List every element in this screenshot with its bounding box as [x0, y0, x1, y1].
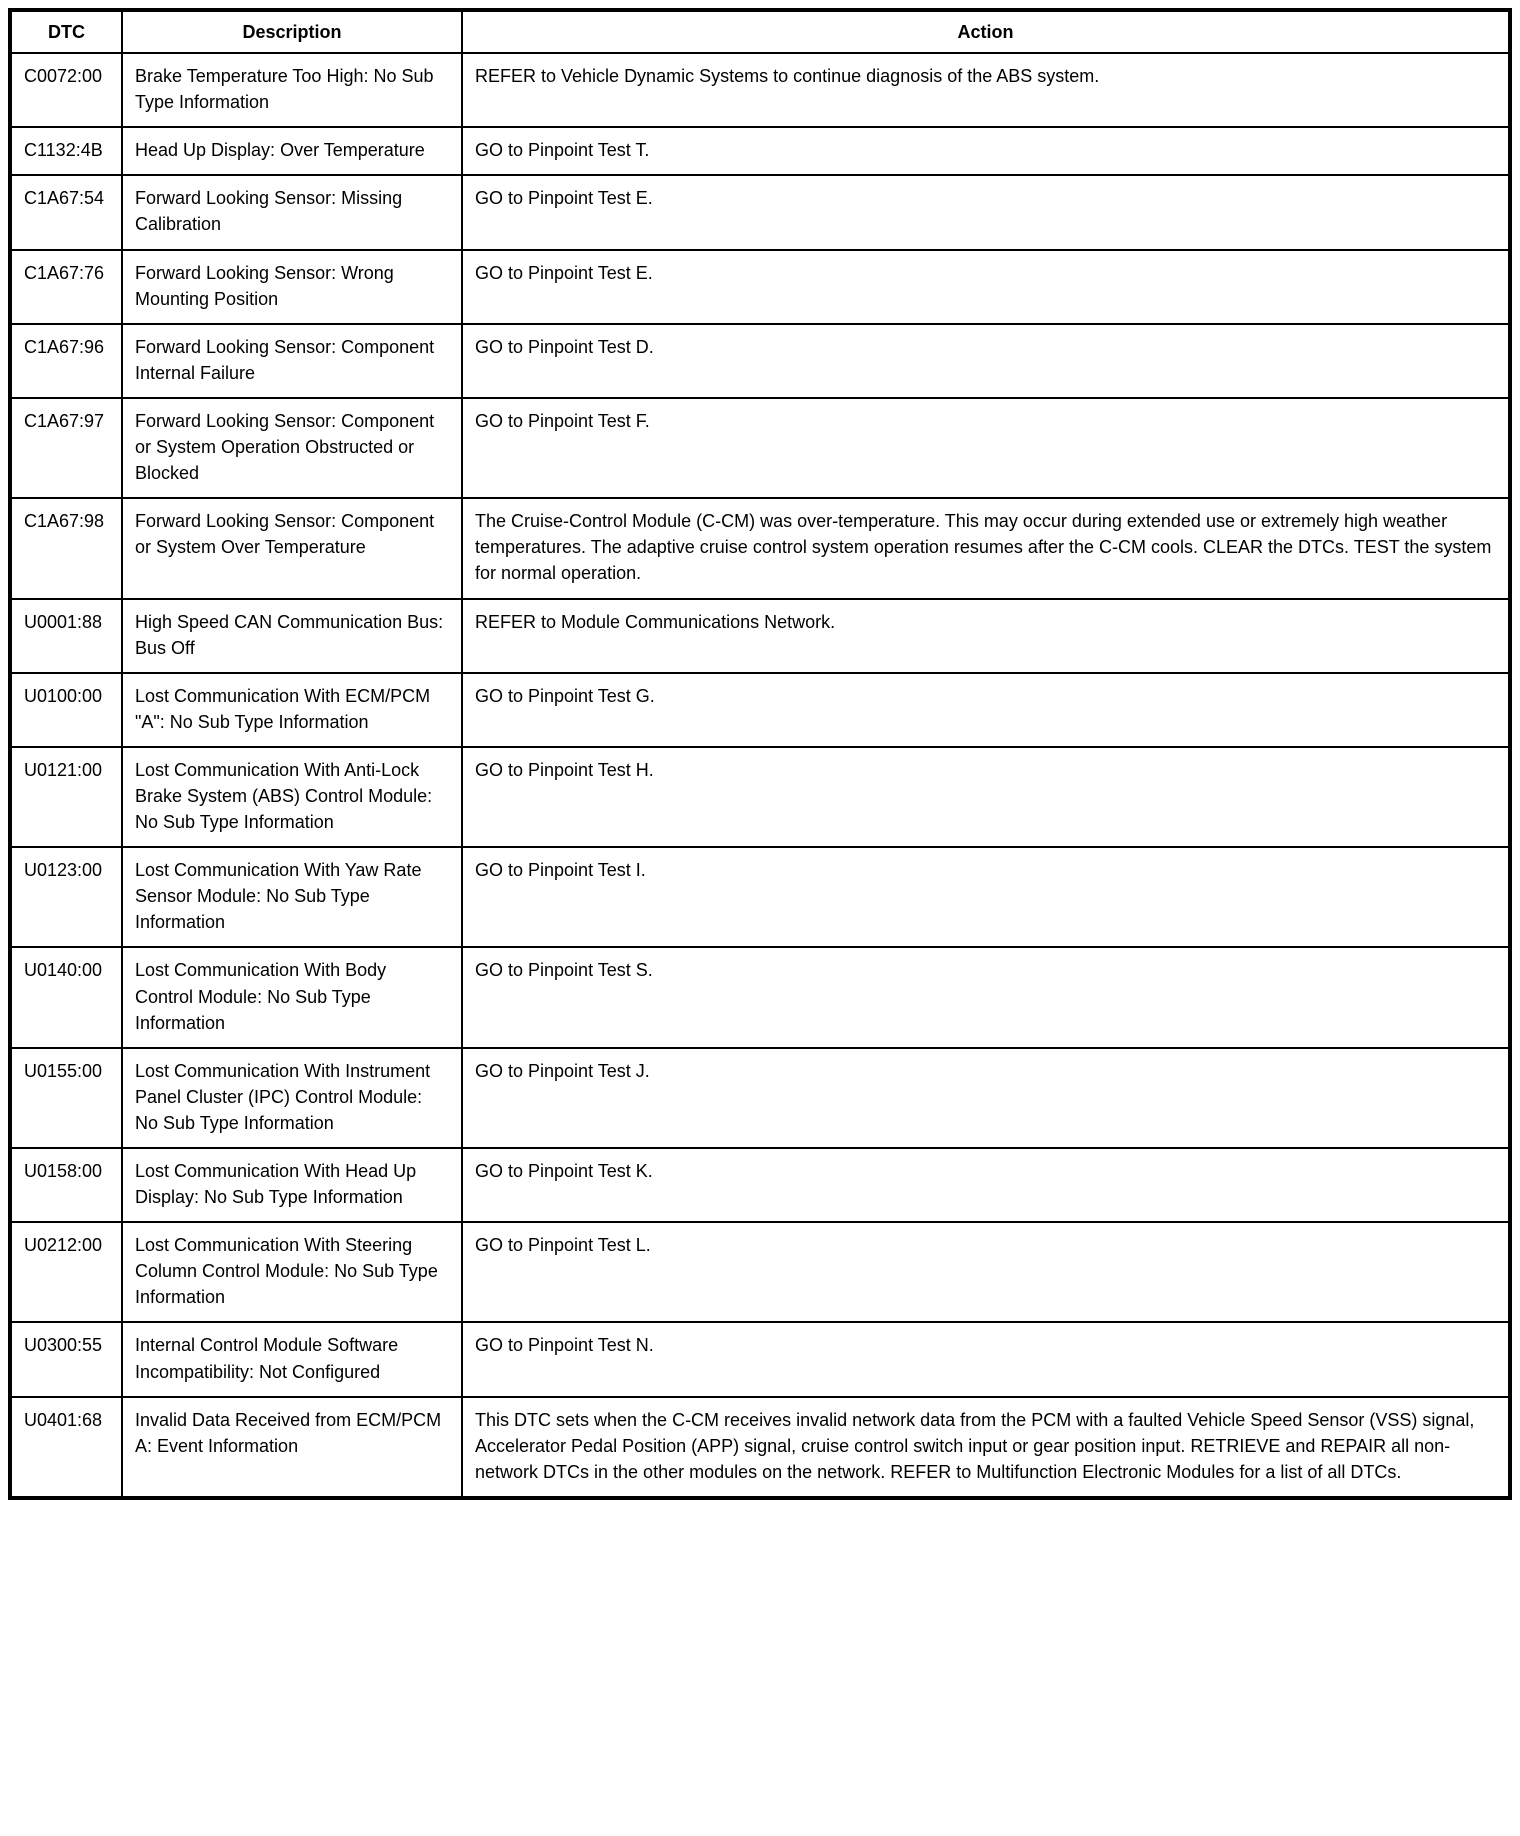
table-row — [10, 1048, 1510, 1148]
action-cell: GO to Pinpoint Test J. — [462, 1048, 1510, 1148]
table-row — [10, 398, 1510, 498]
action-cell: GO to Pinpoint Test E. — [462, 250, 1510, 324]
action-cell: GO to Pinpoint Test I. — [462, 847, 1510, 947]
description-cell: Lost Communication With Steering Column Control Module: No Sub Type Information — [122, 1222, 462, 1322]
action-cell: GO to Pinpoint Test N. — [462, 1322, 1510, 1396]
dtc-table-header — [10, 10, 1510, 53]
column-header-description: Description — [122, 10, 462, 53]
dtc-table — [8, 8, 1512, 1500]
description-cell: Head Up Display: Over Temperature — [122, 127, 462, 175]
description-cell: Invalid Data Received from ECM/PCM A: Event Information — [122, 1397, 462, 1498]
description-cell: Forward Looking Sensor: Component or System Over Temperature — [122, 498, 462, 598]
dtc-cell: U0123:00 — [10, 847, 122, 947]
dtc-cell: U0001:88 — [10, 599, 122, 673]
header-row — [10, 10, 1510, 53]
dtc-cell: U0300:55 — [10, 1322, 122, 1396]
column-header-action: Action — [462, 10, 1510, 53]
table-row — [10, 250, 1510, 324]
dtc-cell: C1A67:96 — [10, 324, 122, 398]
dtc-cell: C1A67:54 — [10, 175, 122, 249]
description-cell: High Speed CAN Communication Bus: Bus Off — [122, 599, 462, 673]
dtc-cell: C1132:4B — [10, 127, 122, 175]
action-cell: This DTC sets when the C-CM receives invalid network data from the PCM with a faulted Vehicle Speed Sensor (VSS) signal, Accelerator Pedal Position (APP) signal, cruise control switch input or gear position input. RETRIEVE and REPAIR all non-network DTCs in the other modules on the network. REFER to Multifunction Electronic Modules for a list of all DTCs. — [462, 1397, 1510, 1498]
table-row — [10, 947, 1510, 1047]
table-row — [10, 324, 1510, 398]
action-cell: GO to Pinpoint Test F. — [462, 398, 1510, 498]
action-cell: GO to Pinpoint Test S. — [462, 947, 1510, 1047]
table-row — [10, 127, 1510, 175]
description-cell: Brake Temperature Too High: No Sub Type Information — [122, 53, 462, 127]
dtc-cell: C1A67:98 — [10, 498, 122, 598]
table-row — [10, 747, 1510, 847]
description-cell: Internal Control Module Software Incompatibility: Not Configured — [122, 1322, 462, 1396]
description-cell: Lost Communication With Yaw Rate Sensor Module: No Sub Type Information — [122, 847, 462, 947]
action-cell: GO to Pinpoint Test T. — [462, 127, 1510, 175]
action-cell: GO to Pinpoint Test K. — [462, 1148, 1510, 1222]
description-cell: Forward Looking Sensor: Component or System Operation Obstructed or Blocked — [122, 398, 462, 498]
dtc-cell: C1A67:97 — [10, 398, 122, 498]
table-row — [10, 53, 1510, 127]
description-cell: Lost Communication With ECM/PCM "A": No Sub Type Information — [122, 673, 462, 747]
action-cell: GO to Pinpoint Test G. — [462, 673, 1510, 747]
description-cell: Lost Communication With Body Control Module: No Sub Type Information — [122, 947, 462, 1047]
table-row — [10, 1148, 1510, 1222]
action-cell: GO to Pinpoint Test E. — [462, 175, 1510, 249]
description-cell: Lost Communication With Head Up Display: No Sub Type Information — [122, 1148, 462, 1222]
action-cell: The Cruise-Control Module (C-CM) was over-temperature. This may occur during extended use or extremely high weather temperatures. The adaptive cruise control system operation resumes after the C-CM cools. CLEAR the DTCs. TEST the system for normal operation. — [462, 498, 1510, 598]
table-row — [10, 1322, 1510, 1396]
dtc-cell: U0158:00 — [10, 1148, 122, 1222]
description-cell: Forward Looking Sensor: Wrong Mounting Position — [122, 250, 462, 324]
action-cell: REFER to Vehicle Dynamic Systems to continue diagnosis of the ABS system. — [462, 53, 1510, 127]
dtc-cell: U0121:00 — [10, 747, 122, 847]
table-row — [10, 847, 1510, 947]
table-row — [10, 599, 1510, 673]
table-row — [10, 498, 1510, 598]
table-row — [10, 175, 1510, 249]
description-cell: Forward Looking Sensor: Missing Calibration — [122, 175, 462, 249]
dtc-cell: U0401:68 — [10, 1397, 122, 1498]
table-row — [10, 1397, 1510, 1498]
dtc-cell: U0155:00 — [10, 1048, 122, 1148]
dtc-cell: C0072:00 — [10, 53, 122, 127]
description-cell: Forward Looking Sensor: Component Internal Failure — [122, 324, 462, 398]
column-header-dtc: DTC — [10, 10, 122, 53]
action-cell: REFER to Module Communications Network. — [462, 599, 1510, 673]
table-row — [10, 673, 1510, 747]
description-cell: Lost Communication With Anti-Lock Brake System (ABS) Control Module: No Sub Type Information — [122, 747, 462, 847]
action-cell: GO to Pinpoint Test H. — [462, 747, 1510, 847]
dtc-cell: U0140:00 — [10, 947, 122, 1047]
dtc-cell: U0212:00 — [10, 1222, 122, 1322]
description-cell: Lost Communication With Instrument Panel Cluster (IPC) Control Module: No Sub Type Information — [122, 1048, 462, 1148]
action-cell: GO to Pinpoint Test L. — [462, 1222, 1510, 1322]
action-cell: GO to Pinpoint Test D. — [462, 324, 1510, 398]
table-row — [10, 1222, 1510, 1322]
dtc-table-body — [10, 53, 1510, 1498]
dtc-cell: U0100:00 — [10, 673, 122, 747]
dtc-cell: C1A67:76 — [10, 250, 122, 324]
